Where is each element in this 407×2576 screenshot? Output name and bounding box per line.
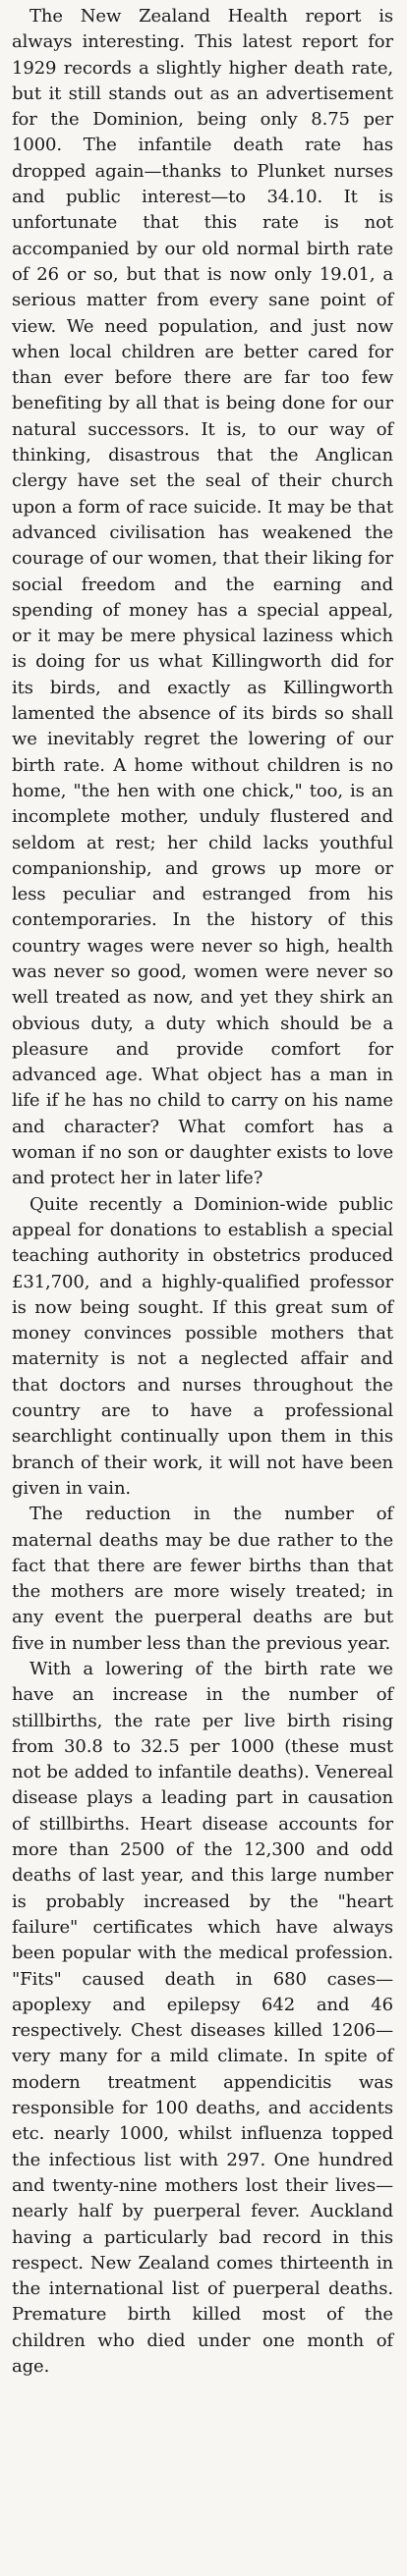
article-paragraph-4: With a lowering of the birth rate we have an increase in the number of stillbirths, the rate per live birth rising from 30.8 to 32.5 per 1000 (these must not be added to infantile deaths). Venereal disease plays a leading part in causation of stillbirths. Heart disease accounts for more than 2500 of the 12,300 and odd deaths of last year, and this large number is probably increased by the "heart failure" certificates which have always been popular with the medical profession. "Fits" caused death in 680 cases—apoplexy and epilepsy 642 and 46 respectively. Chest diseases killed 1206—very many for a mild climate. In spite of modern treatment appendicitis was responsible for 100 deaths, and accidents etc. nearly 1000, whilst influenza topped the infectious list with 297. One hundred and twenty-nine mothers lost their lives—nearly half by puerperal fever. Auckland having a particularly bad record in this respect. New Zealand comes thirteenth in the international list of puerperal deaths. Premature birth killed most of the children who died under one month of age. xyxy=(12,1659,393,2378)
article-column xyxy=(12,4,393,2380)
article-paragraph-3: The reduction in the number of maternal deaths may be due rather to the fact that there are fewer births than that the mothers are more wisely treated; in any event the puerperal deaths are but five in number less than the previous year. xyxy=(12,1504,393,1654)
article-paragraph-2: Quite recently a Dominion-wide public appeal for donations to establish a special teaching authority in obstetrics produced £31,700, and a highly-qualified professor is now being sought. If this great sum of money convinces possible mothers that maternity is not a neglected affair and that doctors and nurses throughout the country are to have a professional searchlight continually upon them in this branch of their work, it will not have been given in vain. xyxy=(12,1193,393,1499)
article-paragraph-1: The New Zealand Health report is always interesting. This latest report for 1929 records a slightly higher death rate, but it still stands out as an advertisement for the Dominion, being only 8.75 per 1000. The infantile death rate has dropped again—thanks to Plunket nurses and public interest—to 34.10. It is unfortunate that this rate is not accompanied by our old normal birth rate of 26 or so, but that is now only 19.01, a serious matter from every sane point of view. We need population, and just now when local children are better cared for than ever before there are far too few benefiting by all that is being done for our natural successors. It is, to our way of thinking, disastrous that the Anglican clergy have set the seal of their church upon a form of race suicide. It may be that advanced civilisation has weakened the courage of our women, that their liking for social freedom and the earning and spending of money has a special appeal, or it may be mere physical laziness which is doing for us what Killingworth did for its birds, and exactly as Killingworth lamented the absence of its birds so shall we inevitably regret the lowering of our birth rate. A home without children is no home, "the hen with one chick," too, is an incomplete mother, unduly flustered and seldom at rest; her child lacks youthful companionship, and grows up more or less peculiar and estranged from his contemporaries. In the history of this country wages were never so high, health was never so good, women were never so well treated as now, and yet they shirk an obvious duty, a duty which should be a pleasure and provide comfort for advanced age. What object has a man in life if he has no child to carry on his name and character? What comfort has a woman if no son or daughter exists to love and protect her in later life? xyxy=(12,6,393,1189)
